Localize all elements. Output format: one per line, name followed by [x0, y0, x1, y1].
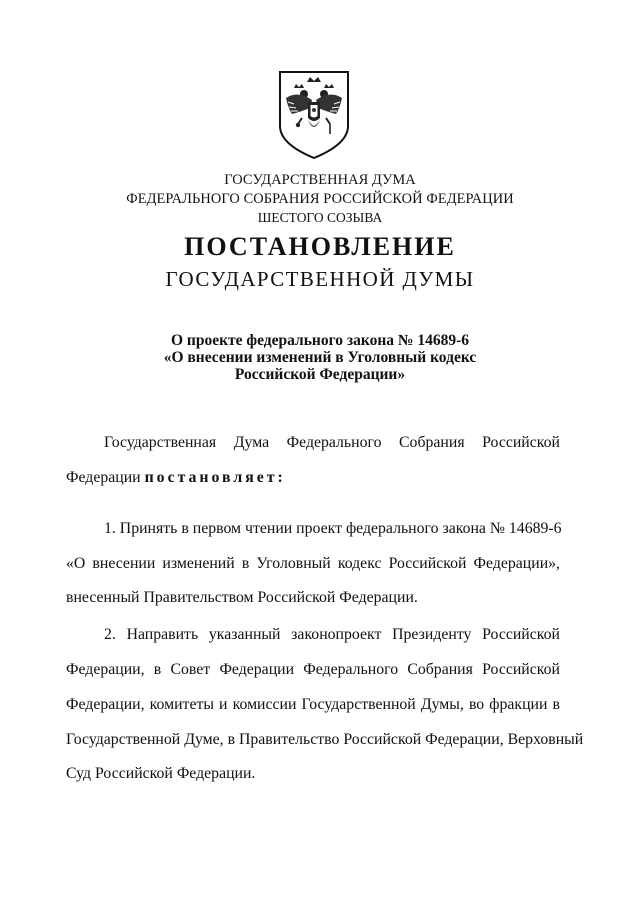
- coat-of-arms-emblem: [274, 68, 354, 160]
- subject-line-3: Российской Федерации»: [234, 366, 406, 383]
- item-2-line-3: Федерации, комитеты и комиссии Государственной Думы, во фракции в: [66, 696, 560, 713]
- subject-line-1: О проекте федерального закона № 14689-6: [170, 332, 469, 349]
- item-1-line-3: внесенный Правительством Российской Федерации.: [66, 589, 418, 606]
- item-2-line-4: Государственной Думе, в Правительство Российской Федерации, Верховный: [66, 731, 584, 748]
- item-2-line-1: 2. Направить указанный законопроект Президенту Российской: [104, 626, 560, 643]
- org-line-2: ФЕДЕРАЛЬНОГО СОБРАНИЯ РОССИЙСКОЙ ФЕДЕРАЦИИ: [126, 191, 514, 207]
- resolution-verb: постановляет:: [144, 469, 286, 486]
- preamble-federation: Федерации: [66, 469, 141, 486]
- item-1-line-1: 1. Принять в первом чтении проект федерального закона № 14689-6: [104, 520, 562, 537]
- item-1-line-2: «О внесении изменений в Уголовный кодекс Российской Федерации»,: [66, 555, 560, 572]
- document-type: ПОСТАНОВЛЕНИЕ: [184, 232, 456, 261]
- convocation: ШЕСТОГО СОЗЫВА: [257, 210, 383, 225]
- item-2-line-5: Суд Российской Федерации.: [66, 765, 256, 782]
- preamble-line-2: [66, 469, 560, 487]
- item-2-line-2: Федерации, в Совет Федерации Федерального Собрания Российской: [66, 661, 560, 678]
- subject-line-2: «О внесении изменений в Уголовный кодекс: [163, 349, 477, 366]
- issuer: ГОСУДАРСТВЕННОЙ ДУМЫ: [165, 267, 475, 291]
- preamble-line-1: Государственная Дума Федерального Собрания Российской: [104, 434, 560, 451]
- org-line-1: ГОСУДАРСТВЕННАЯ ДУМА: [224, 172, 416, 188]
